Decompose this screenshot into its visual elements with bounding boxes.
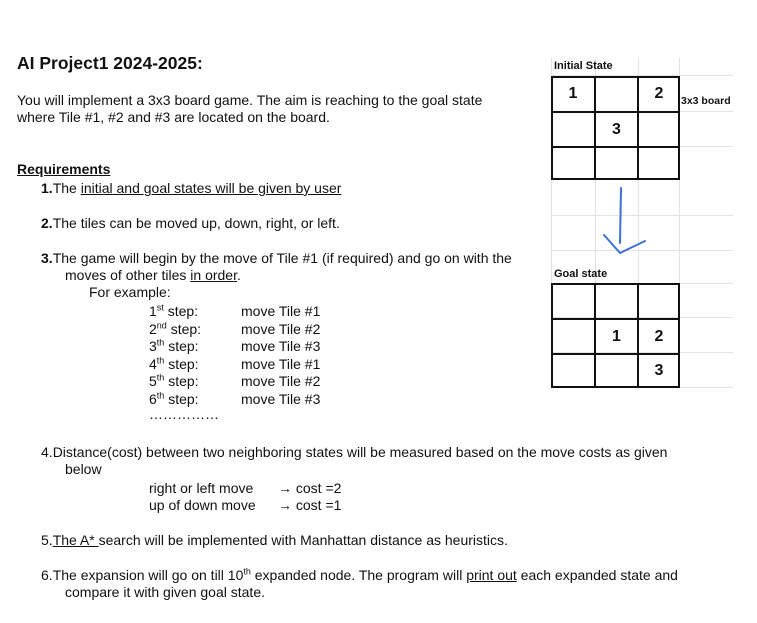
initial-board — [551, 76, 680, 180]
move-item: move Tile #1 — [241, 355, 321, 372]
req-5 — [41, 532, 508, 549]
initial-state-label: Initial State — [554, 60, 613, 72]
req-2 — [41, 215, 340, 232]
req-6-sup: th — [243, 566, 251, 577]
arrow-head — [604, 235, 645, 253]
cost-2-value: → cost =1 — [278, 497, 342, 513]
step-row: 4th step: — [149, 354, 199, 372]
req-2-text: The tiles can be moved up, down, right, or left. — [52, 215, 340, 231]
initial-cell: 2 — [638, 76, 680, 112]
req-6-part-1: The expansion will go on till 10 — [52, 567, 244, 583]
req-4-number: 4. — [41, 444, 53, 460]
initial-cell — [551, 112, 595, 147]
step-ellipsis: …………… — [149, 406, 219, 422]
step-row: 6th step: — [149, 389, 199, 407]
initial-cell: 1 — [551, 76, 595, 112]
req-4-line-2: below — [65, 461, 102, 477]
cost-labels — [149, 480, 256, 514]
req-6-line-2: compare it with given goal state. — [65, 584, 265, 600]
req-6 — [41, 567, 678, 601]
page-title: AI Project1 2024-2025: — [17, 53, 203, 73]
req-1 — [41, 180, 341, 197]
board-note: 3x3 board — [681, 95, 731, 107]
req-3-line-2-suffix: . — [236, 267, 241, 283]
req-5-underlined: The A* — [52, 532, 99, 548]
req-3-line-2-prefix: moves of other tiles — [65, 267, 191, 283]
requirements-heading: Requirements — [17, 161, 111, 177]
goal-cell: 1 — [595, 319, 638, 354]
cost-values — [278, 480, 341, 514]
initial-cell — [595, 76, 638, 112]
arrow-shaft — [620, 188, 621, 243]
req-6-part-3: each expanded state and — [516, 567, 678, 583]
initial-cell — [595, 147, 638, 180]
goal-cell — [638, 283, 680, 319]
step-row: 1st step: — [149, 302, 199, 319]
req-1-underlined: initial and goal states will be given by user — [80, 180, 342, 196]
intro-line-2: where Tile #1, #2 and #3 are located on the board. — [17, 109, 330, 125]
intro-line-1: You will implement a 3x3 board game. The aim is reaching to the goal state — [17, 92, 483, 108]
example-label: For example: — [89, 284, 171, 300]
spreadsheet-area — [551, 57, 741, 397]
req-3-line-2-underlined: in order — [190, 267, 237, 283]
move-item: move Tile #2 — [241, 373, 321, 389]
cost-1-label: right or left move — [149, 480, 254, 496]
step-row: 2nd step: — [149, 319, 202, 337]
move-item: move Tile #3 — [241, 338, 321, 354]
initial-cell: 3 — [595, 112, 638, 147]
req-5-rest: search will be implemented with Manhattan distance as heuristics. — [98, 532, 508, 548]
cost-1-value: → cost =2 — [278, 480, 342, 496]
goal-cell: 2 — [638, 319, 680, 354]
goal-cell — [551, 319, 595, 354]
goal-cell — [595, 283, 638, 319]
req-3-number: 3. — [41, 250, 53, 266]
req-6-number: 6. — [41, 567, 53, 583]
goal-state-label: Goal state — [554, 268, 608, 280]
req-3 — [41, 250, 512, 301]
goal-cell — [551, 354, 595, 388]
step-row: 5th step: — [149, 372, 199, 389]
step-list — [149, 303, 219, 420]
initial-cell — [551, 147, 595, 180]
req-6-part-2: expanded node. The program will — [250, 567, 467, 583]
req-5-number: 5. — [41, 532, 53, 548]
req-2-number: 2. — [41, 215, 53, 231]
req-3-line-1: The game will begin by the move of Tile #1 (if required) and go on with the — [52, 250, 512, 266]
initial-cell — [638, 147, 680, 180]
req-6-underlined: print out — [466, 567, 517, 583]
req-1-number: 1. — [41, 180, 53, 196]
cost-2-label: up of down move — [149, 497, 256, 513]
goal-cell: 3 — [638, 354, 680, 388]
move-item: move Tile #3 — [241, 390, 321, 407]
goal-cell — [551, 283, 595, 319]
step-row: 3th step: — [149, 337, 199, 354]
move-item: move Tile #1 — [241, 303, 321, 319]
goal-board — [551, 283, 680, 388]
req-1-prefix: The — [52, 180, 81, 196]
move-item: move Tile #2 — [241, 320, 321, 337]
req-4 — [41, 444, 667, 478]
req-4-line-1: Distance(cost) between two neighboring states will be measured based on the move costs as given — [52, 444, 668, 460]
goal-cell — [595, 354, 638, 388]
down-arrow-icon — [601, 185, 651, 265]
initial-cell — [638, 112, 680, 147]
intro-text — [17, 92, 482, 126]
move-list — [241, 303, 320, 408]
